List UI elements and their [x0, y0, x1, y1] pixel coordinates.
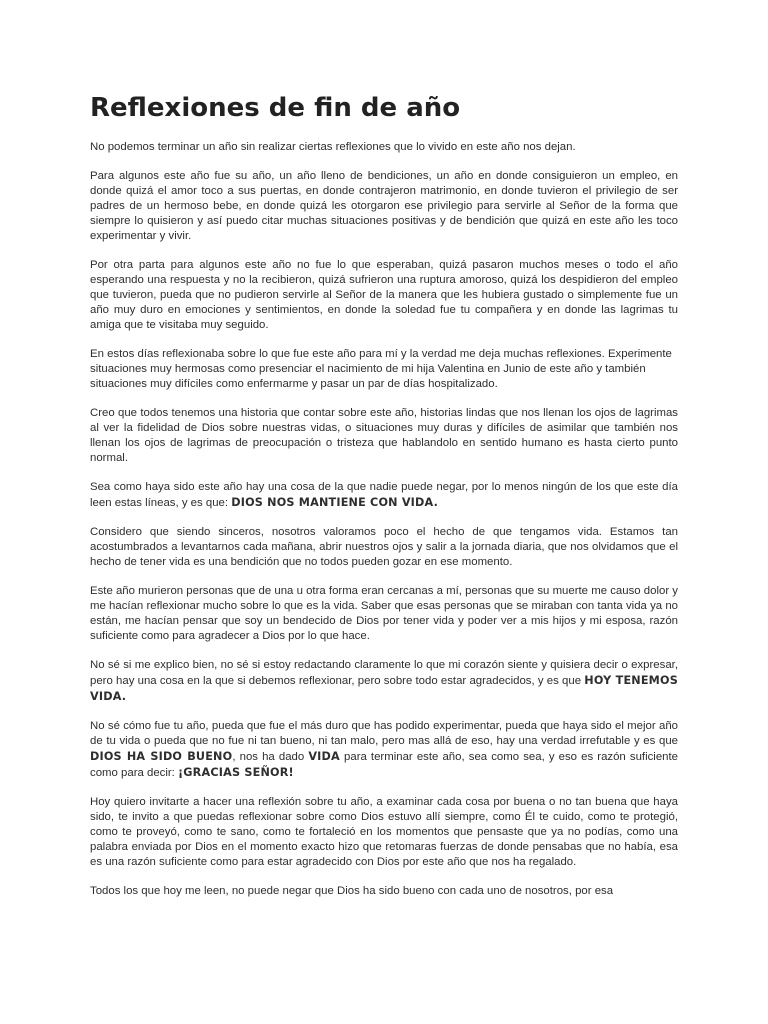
paragraph: [90, 480, 678, 511]
emphasis-text: DIOS NOS MANTIENE CON VIDA.: [231, 496, 439, 509]
paragraph: [90, 719, 678, 781]
paragraph: Creo que todos tenemos una historia que contar sobre este año, historias lindas que nos llenan los ojos de lagrimas al ver la fidelidad de Dios sobre nuestras vidas, o situaciones muy duras y difíciles de asimilar que también nos llenan los ojos de lagrimas de preocupación o tristeza que hablandolo en sentido humano es hasta cierto punto normal.: [90, 407, 678, 464]
paragraph: Este año murieron personas que de una u otra forma eran cercanas a mí, personas que su muerte me causo dolor y me hacían reflexionar mucho sobre lo que es la vida. Saber que esas personas que se miraban con tanta vida ya no están, me hacían pensar que soy un bendecido de Dios por tener vida y poder ver a mis hijos y mi esposa, razón suficiente como para agradecer a Dios por lo que hace.: [90, 585, 678, 642]
paragraph-text: , nos ha dado: [232, 751, 309, 763]
emphasis-text: ¡GRACIAS SEÑOR!: [178, 766, 294, 779]
document-title: Reflexiones de fin de año: [90, 93, 461, 123]
paragraph: Considero que siendo sinceros, nosotros valoramos poco el hecho de que tengamos vida. Estamos tan acostumbrados a levantarnos cada mañana, abrir nuestros ojos y salir a la jornada diaria, que nos olvidamos que el hecho de tener vida es una bendición que no todos pueden gozar en ese momento.: [90, 526, 678, 568]
paragraph: No podemos terminar un año sin realizar ciertas reflexiones que lo vivido en este año nos dejan.: [90, 141, 576, 153]
paragraph: Para algunos este año fue su año, un año lleno de bendiciones, un año en donde consiguieron un empleo, en donde quizá el amor toco a sus puertas, en donde contrajeron matrimonio, en donde tuvieron el privilegio de ser padres de un hermoso bebe, en donde quizá les otorgaron ese privilegio para servirle al Señor de la forma que siempre lo quisieron y así puedo citar muchas situaciones positivas y de bendición que quizá en este año les toco experimentar y vivir.: [90, 170, 678, 242]
paragraph-text: No sé si me explico bien, no sé si estoy redactando claramente lo que mi corazón siente y quisiera decir o expresar, pero hay una cosa en la que si debemos reflexionar, pero sobre todo estar agradecidos, y es que: [90, 659, 678, 687]
paragraph: Hoy quiero invitarte a hacer una reflexión sobre tu año, a examinar cada cosa por buena o no tan buena que haya sido, te invito a que puedas reflexionar sobre como Dios estuvo allí siempre, como Él te cuido, como te protegió, como te proveyó, como te sano, como te fortaleció en los momentos que pensaste que ya no podías, como una palabra enviada por Dios en el momento exacto hizo que retomaras fuerzas de donde pensabas que no había, esa es una razón suficiente como para estar agradecido con Dios por este año que nos ha regalado.: [90, 796, 678, 868]
paragraph: En estos días reflexionaba sobre lo que fue este año para mí y la verdad me deja muchas reflexiones. Experimente situaciones muy hermosas como presenciar el nacimiento de mi hija Valentina en Junio de este año y también situaciones muy difíciles como enfermarme y pasar un par de días hospitalizado.: [90, 348, 672, 390]
paragraph: [90, 658, 678, 705]
emphasis-text: DIOS HA SIDO BUENO: [90, 750, 233, 763]
paragraph: Todos los que hoy me leen, no puede negar que Dios ha sido bueno con cada uno de nosotros, por esa: [90, 885, 614, 897]
paragraph-text: para terminar este año, sea como sea, y eso es razón suficiente como para decir:: [90, 751, 679, 779]
emphasis-text: HOY TENEMOS VIDA.: [90, 674, 678, 703]
paragraph-text: No sé cómo fue tu año, pueda que fue el más duro que has podido experimentar, pueda que haya sido el mejor año de tu vida o pueda que no fue ni tan bueno, ni tan malo, pero mas allá de eso, hay una verdad irrefutable y es que: [90, 720, 678, 747]
paragraph: Por otra parta para algunos este año no fue lo que esperaban, quizá pasaron muchos meses o todo el año esperando una respuesta y no la recibieron, quizá sufrieron una ruptura amoroso, quizá los despidieron del empleo que tuvieron, pueda que no pudieron servirle al Señor de la manera que les hubiera gustado o simplemente fue un año muy duro en emociones y sentimientos, en donde la soledad fue tu compañera y en donde las lagrimas tu amiga que te visitaba muy seguido.: [90, 259, 678, 331]
paragraph-text: Sea como haya sido este año hay una cosa de la que nadie puede negar, por lo menos ningún de los que este día leen estas líneas, y es que:: [90, 481, 678, 509]
emphasis-text: VIDA: [308, 750, 340, 763]
